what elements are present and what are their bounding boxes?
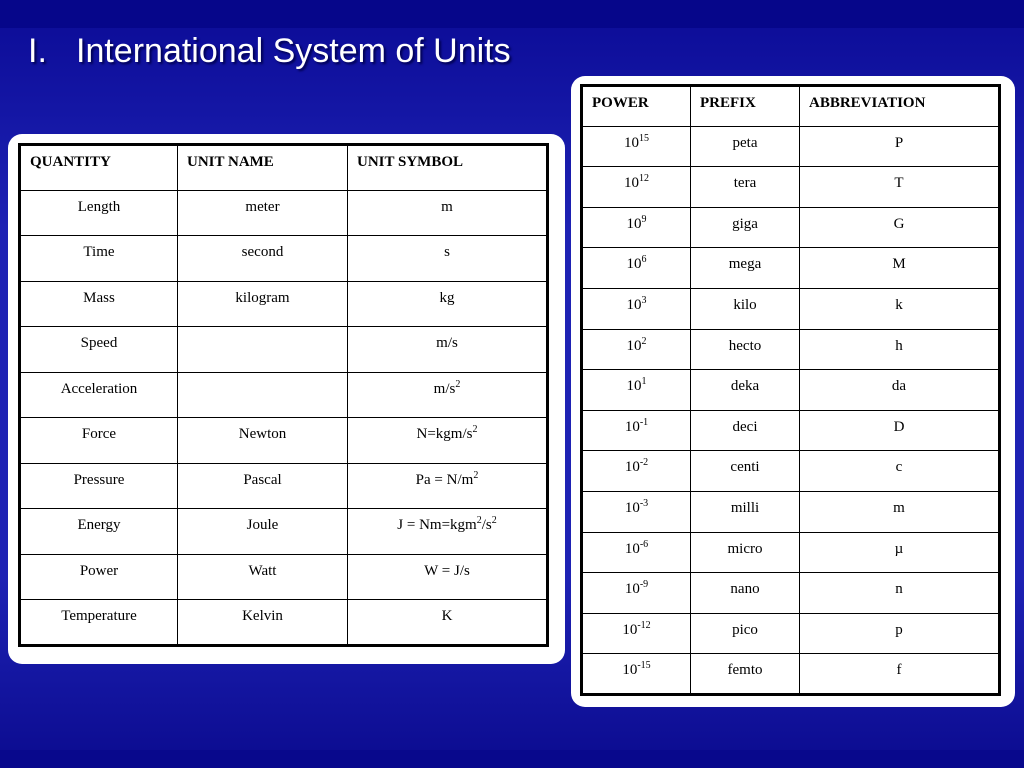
prefix-cell: deci [691,410,800,451]
power-base: 10 [626,296,642,313]
quantity-cell: Pressure [20,463,178,509]
slide-title [28,32,511,71]
prefix-table-row [582,207,1000,248]
prefix-header-prefix: PREFIX [691,86,800,127]
power-exponent: -12 [637,619,651,631]
unit-name-cell: Watt [178,554,348,600]
quantity-cell: Time [20,236,178,282]
abbreviation-cell: p [800,613,1000,654]
unit-symbol-cell [348,372,548,418]
power-exponent: -1 [639,416,649,428]
unit-symbol-text: m [441,198,453,215]
power-cell [582,207,691,248]
power-exponent: 15 [639,132,649,144]
abbreviation-cell: T [800,167,1000,208]
abbreviation-cell: G [800,207,1000,248]
power-exponent: -3 [639,497,649,509]
prefix-header-abbreviation: ABBREVIATION [800,86,1000,127]
power-exponent: -15 [637,660,651,672]
prefix-table-row [582,329,1000,370]
quantity-cell: Speed [20,327,178,373]
abbreviation-cell: µ [800,532,1000,573]
prefix-cell: pico [691,613,800,654]
units-table-row [20,418,548,464]
unit-name-cell [178,372,348,418]
unit-symbol-text: K [441,608,453,624]
prefix-table-row [582,370,1000,411]
quantity-cell: Energy [20,509,178,555]
unit-name-cell: Pascal [178,463,348,509]
quantity-cell: Power [20,554,178,600]
units-header-unit-symbol: UNIT SYMBOL [348,145,548,191]
power-exponent: -9 [639,579,649,591]
abbreviation-cell: k [800,288,1000,329]
abbreviation-cell: n [800,573,1000,614]
units-header-quantity: QUANTITY [20,145,178,191]
power-cell [582,167,691,208]
abbreviation-cell: da [800,370,1000,411]
abbreviation-cell: P [800,126,1000,167]
power-base: 10 [624,175,639,192]
power-exponent: 2 [641,335,647,347]
power-cell [582,126,691,167]
prefix-cell: kilo [691,288,800,329]
prefix-table-row [582,248,1000,289]
top-band [0,0,1024,28]
power-exponent: 1 [641,376,647,388]
power-exponent: -2 [639,457,649,469]
unit-symbol-text: W = J/s [424,562,470,579]
units-header-unit-name: UNIT NAME [178,145,348,191]
power-cell [582,288,691,329]
units-table-panel [8,134,565,664]
unit-symbol-cell [348,600,548,646]
power-base: 10 [626,256,642,273]
prefix-cell: giga [691,207,800,248]
unit-symbol-text: J = Nm=kgm [397,517,477,533]
unit-symbol-suffix: /s [481,517,492,533]
unit-name-cell: Kelvin [178,600,348,646]
unit-name-cell [178,327,348,373]
prefix-table-row [582,451,1000,492]
unit-symbol-superscript: 2 [472,424,478,435]
units-table [18,143,549,647]
prefix-cell: tera [691,167,800,208]
unit-symbol-cell [348,190,548,236]
title-text: International System of Units [76,32,511,70]
prefix-header-row [582,86,1000,127]
power-base: 10 [622,621,638,638]
power-exponent: 12 [639,173,649,185]
prefix-cell: nano [691,573,800,614]
quantity-cell: Force [20,418,178,464]
unit-name-cell: kilogram [178,281,348,327]
prefix-cell: deka [691,370,800,411]
unit-symbol-superscript: 2 [473,469,479,481]
abbreviation-cell: h [800,329,1000,370]
unit-symbol-cell [348,236,548,282]
power-base: 10 [626,337,642,354]
power-base: 10 [624,499,640,516]
prefix-table-row [582,654,1000,695]
unit-symbol-cell [348,327,548,373]
prefix-cell: centi [691,451,800,492]
power-cell [582,451,691,492]
quantity-cell: Mass [20,281,178,327]
unit-symbol-text: Pa = N/m [415,471,474,488]
power-exponent: 9 [641,213,647,225]
power-base: 10 [624,418,640,435]
abbreviation-cell: c [800,451,1000,492]
prefix-header-power: POWER [582,86,691,127]
unit-symbol-superscript-2: 2 [491,515,497,526]
units-table-row [20,463,548,509]
power-exponent: 3 [641,294,647,306]
units-table-row [20,281,548,327]
prefix-table-row [582,410,1000,451]
prefix-table-row [582,613,1000,654]
prefix-cell: milli [691,491,800,532]
power-cell [582,329,691,370]
prefix-table-row [582,288,1000,329]
power-base: 10 [624,540,640,557]
prefix-table-panel [571,76,1015,707]
unit-symbol-superscript: 2 [476,515,482,526]
unit-symbol-cell [348,281,548,327]
power-base: 10 [624,581,640,598]
prefix-table-row [582,573,1000,614]
units-table-row [20,327,548,373]
prefix-table-row [582,126,1000,167]
units-table-row [20,372,548,418]
unit-symbol-cell [348,554,548,600]
units-table-row [20,190,548,236]
power-base: 10 [624,459,640,476]
power-base: 10 [622,662,638,679]
units-table-row [20,236,548,282]
abbreviation-cell: m [800,491,1000,532]
power-cell [582,248,691,289]
prefix-table-row [582,491,1000,532]
prefix-cell: mega [691,248,800,289]
prefix-cell: femto [691,654,800,695]
units-table-row [20,600,548,646]
unit-symbol-text: m/s [433,380,456,397]
title-number: I. [28,32,47,70]
unit-symbol-text: kg [439,289,455,306]
power-cell [582,370,691,411]
power-cell [582,573,691,614]
unit-symbol-text: m/s [436,335,458,351]
bottom-band [0,750,1024,768]
unit-symbol-cell [348,463,548,509]
prefix-cell: micro [691,532,800,573]
unit-symbol-text: s [444,244,450,260]
quantity-cell: Length [20,190,178,236]
quantity-cell: Acceleration [20,372,178,418]
quantity-cell: Temperature [20,600,178,646]
power-exponent: 6 [641,254,647,266]
units-header-row [20,145,548,191]
unit-symbol-cell [348,509,548,555]
prefix-table-row [582,532,1000,573]
unit-symbol-text: N=kgm/s [416,426,473,442]
unit-symbol-superscript: 2 [455,378,461,390]
prefix-cell: peta [691,126,800,167]
power-exponent: -6 [639,538,649,550]
unit-name-cell: Newton [178,418,348,464]
unit-name-cell: meter [178,190,348,236]
unit-symbol-cell [348,418,548,464]
unit-name-cell: second [178,236,348,282]
power-cell [582,613,691,654]
power-base: 10 [626,378,642,395]
prefix-table [580,84,1001,696]
abbreviation-cell: f [800,654,1000,695]
units-table-row [20,509,548,555]
abbreviation-cell: D [800,410,1000,451]
power-cell [582,410,691,451]
units-table-row [20,554,548,600]
power-base: 10 [626,215,642,232]
unit-name-cell: Joule [178,509,348,555]
power-cell [582,491,691,532]
prefix-table-row [582,167,1000,208]
abbreviation-cell: M [800,248,1000,289]
power-cell [582,532,691,573]
prefix-cell: hecto [691,329,800,370]
power-cell [582,654,691,695]
power-base: 10 [624,134,639,151]
